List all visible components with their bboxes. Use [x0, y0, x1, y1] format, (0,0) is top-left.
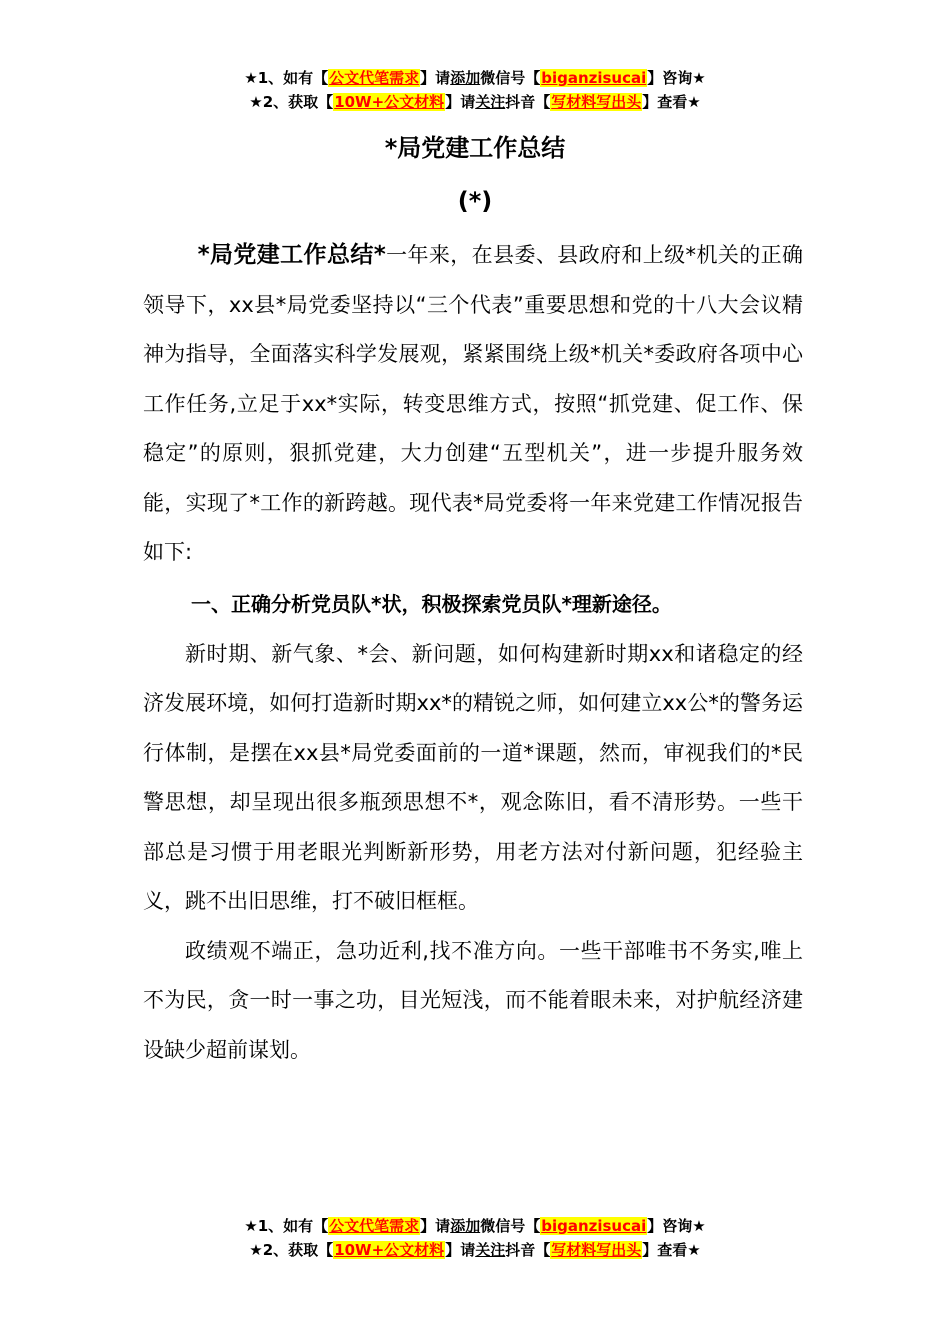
banner-text: ★2、获取【: [249, 1241, 334, 1259]
banner-text: 添加: [450, 69, 481, 87]
banner-text: 添加: [450, 1217, 481, 1235]
highlight-writing-service: 公文代笔需求: [329, 69, 420, 87]
banner-text: ★2、获取【: [249, 93, 334, 111]
highlight-materials: 10W+公文材料: [334, 93, 445, 111]
banner-text: ★1、如有【: [244, 1217, 329, 1235]
banner-text: 抖音【: [505, 93, 551, 111]
banner-text: ★1、如有【: [244, 69, 329, 87]
banner-text: 】查看★: [642, 1241, 701, 1259]
banner-line-2: [0, 90, 950, 114]
document-title: *局党建工作总结: [384, 134, 566, 162]
header-banner: [0, 66, 950, 114]
highlight-materials: 10W+公文材料: [334, 1241, 445, 1259]
banner-text: 抖音【: [505, 1241, 551, 1259]
intro-text: 一年来，在县委、县政府和上级*机关的正确领导下，xx县*局党委坚持以“三个代表”重要思想和党的十八大会议精神为指导，全面落实科学发展观，紧紧围绕上级*机关*委政府各项中心工作任务,立足于xx*实际，转变思维方式，按照“抓党建、促工作、保稳定”的原则，狠抓党建，大力创建“五型机关”，进一步提升服务效能，实现了*工作的新跨越。现代表*局党委将一年来党建工作情况报告如下:: [143, 243, 803, 564]
intro-lead: *局党建工作总结*: [197, 242, 386, 268]
body-paragraph-3: 政绩观不端正，急功近利,找不准方向。一些干部唯书不务实,唯上不为民，贪一时一事之功，目光短浅，而不能着眼未来，对护航经济建设缺少超前谋划。: [143, 938, 803, 1062]
highlight-douyin-account: 写材料写出头: [551, 93, 642, 111]
banner-line-1: [0, 1214, 950, 1238]
highlight-wechat-id: biganzisucai: [541, 69, 647, 87]
footer-banner: [0, 1214, 950, 1262]
banner-text: 关注: [475, 93, 506, 111]
banner-text: 微信号【: [480, 1217, 541, 1235]
highlight-writing-service: 公文代笔需求: [329, 1217, 420, 1235]
highlight-douyin-account: 写材料写出头: [551, 1241, 642, 1259]
banner-line-2: [0, 1238, 950, 1262]
banner-line-1: [0, 66, 950, 90]
banner-text: 】咨询★: [647, 69, 706, 87]
body-paragraph-2: 新时期、新气象、*会、新问题，如何构建新时期xx和诸稳定的经济发展环境，如何打造新时期xx*的精锐之师，如何建立xx公*的警务运行体制，是摆在xx县*局党委面前的一道*课题，然而，审视我们的*民警思想，却呈现出很多瓶颈思想不*，观念陈旧，看不清形势。一些干部总是习惯于用老眼光判断新形势，用老方法对付新问题，犯经验主义，跳不出旧思维，打不破旧框框。: [143, 641, 803, 913]
intro-paragraph: [143, 231, 803, 578]
banner-text: 】请: [445, 1241, 476, 1259]
banner-text: 微信号【: [480, 69, 541, 87]
section-heading-1: 一、正确分析党员队*状，积极探索党员队*理新途径。: [191, 591, 672, 616]
document-body: [143, 231, 803, 1075]
banner-text: 关注: [475, 1241, 506, 1259]
highlight-wechat-id: biganzisucai: [541, 1217, 647, 1235]
banner-text: 】请: [420, 1217, 451, 1235]
banner-text: 】查看★: [642, 93, 701, 111]
document-subtitle: (*): [457, 187, 493, 215]
banner-text: 】请: [420, 69, 451, 87]
banner-text: 】咨询★: [647, 1217, 706, 1235]
banner-text: 】请: [445, 93, 476, 111]
